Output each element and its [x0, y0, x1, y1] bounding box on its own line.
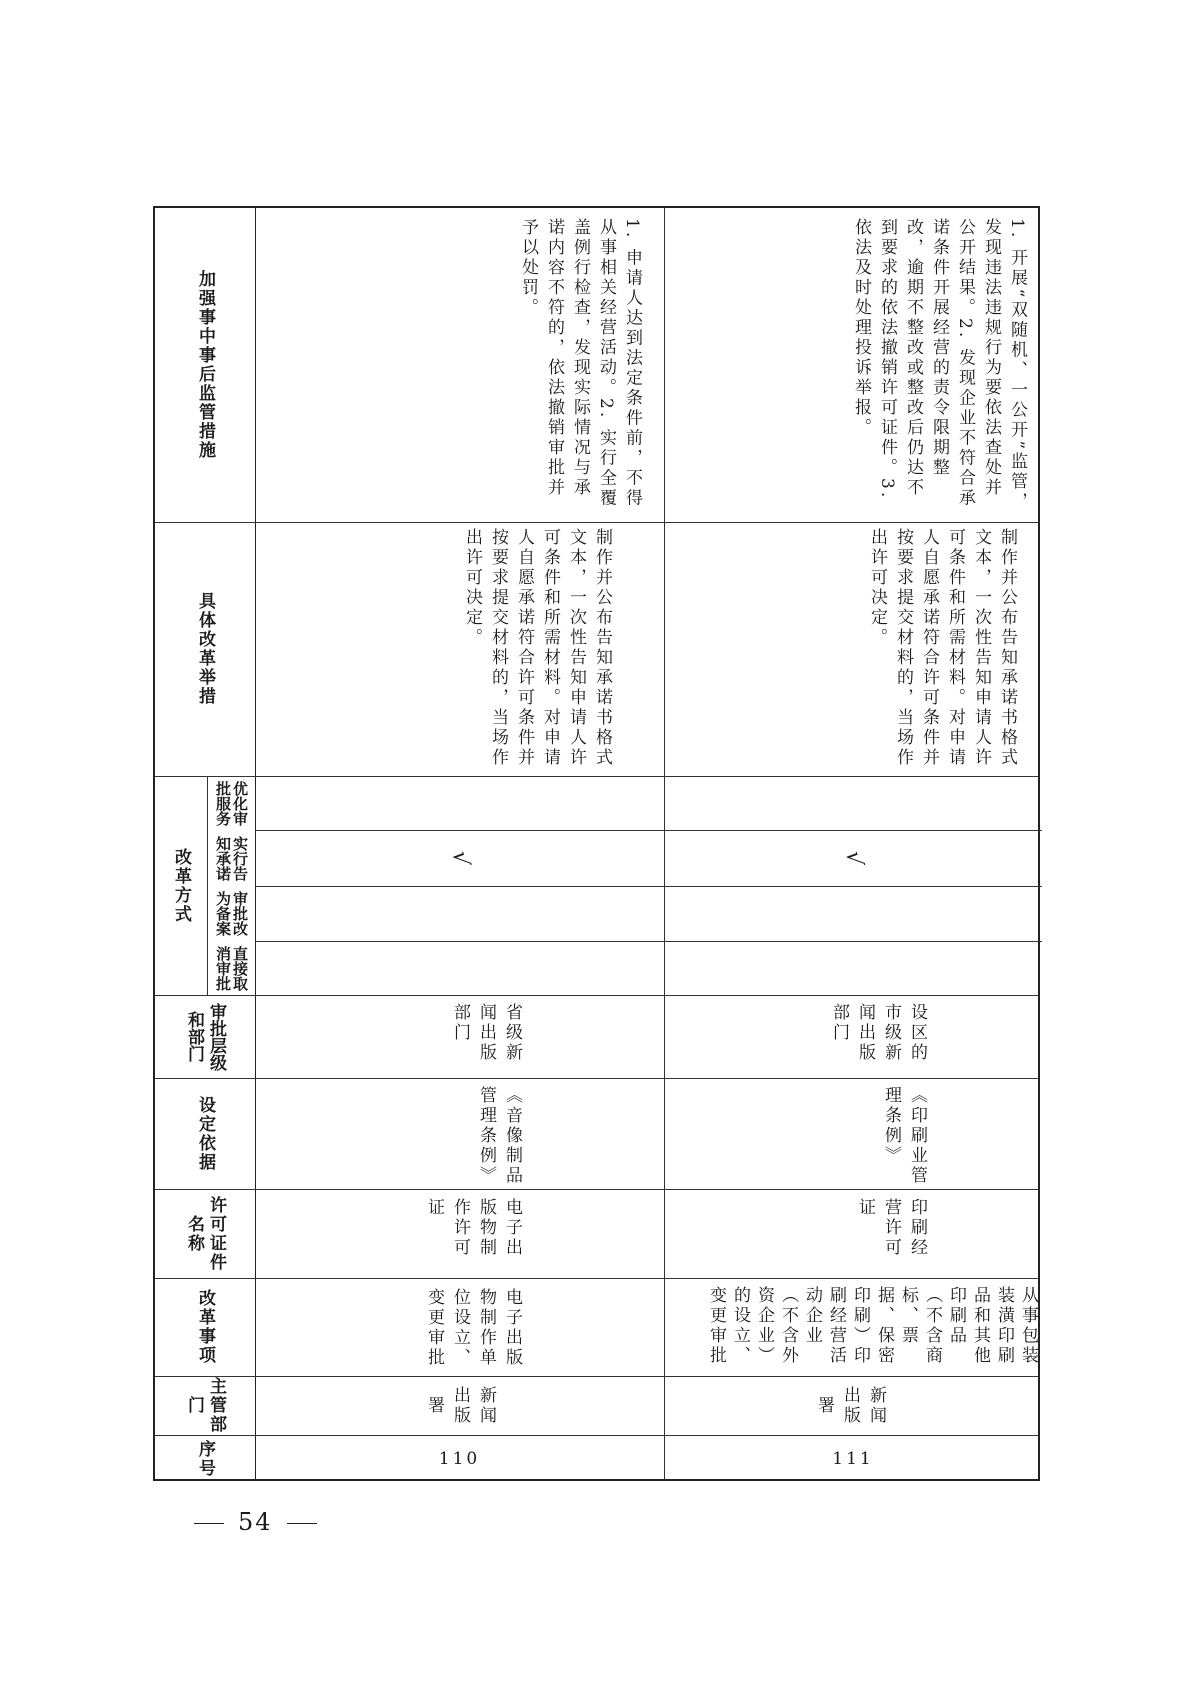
header-item: 改革事项 [195, 1289, 215, 1365]
row-110-measures: 制作并公布告知承诺书格式文本，一次性告知申请人许可条件和所需材料。对申请人自愿承诺符合许可条件并按要求提交材料的，当场作出许可决定。 [462, 528, 612, 768]
footer-dash-right [287, 1523, 317, 1524]
header-supervision: 加强事中事后监管措施 [195, 270, 215, 460]
row-110-level: 省级新闻出版部门 [450, 1003, 522, 1063]
row-110-notify-check: √ [447, 850, 473, 866]
row-111-item: 从事包装装潢印刷品和其他印刷品（不含商标、票据、保密印刷）印刷经营活动企业（不含外资企业）的设立、变更审批 [706, 1286, 1038, 1366]
row-111-seq: 111 [832, 1449, 874, 1469]
row-111-basis: 《印刷业管理条例》 [881, 1086, 927, 1186]
row-111-license: 印刷经营许可证 [855, 1198, 927, 1258]
header-mode-group: 改革方式 [171, 847, 191, 924]
row-111-measures: 制作并公布告知承诺书格式文本，一次性告知申请人许可条件和所需材料。对申请人自愿承诺符合许可条件并按要求提交材料的，当场作出许可决定。 [867, 528, 1017, 768]
header-seq: 序号 [195, 1440, 215, 1478]
footer-dash-left [194, 1523, 224, 1524]
row-110-supervision: 1. 申请人达到法定条件前，不得从事相关经营活动。2. 实行全覆盖例行检查，发现实际情况与承诺内容不符的，依法撤销审批并予以处罚。 [518, 218, 642, 509]
reform-table [153, 206, 1040, 1481]
row-110-seq: 110 [438, 1449, 481, 1469]
header-mode-optimize: 优化审批服务 [214, 780, 249, 826]
row-110-dept: 新闻出版署 [424, 1385, 496, 1426]
header-mode-cancel: 直接取消审批 [214, 945, 249, 991]
row-110-license: 电子出版物制作许可证 [424, 1198, 522, 1258]
row-111-dept: 新闻出版署 [814, 1385, 886, 1426]
header-mode-notify: 实行告知承诺 [214, 835, 249, 881]
header-mode-record: 审批改为备案 [214, 891, 249, 936]
row-110-basis: 《音像制品管理条例》 [476, 1086, 522, 1186]
page-number: 54 [238, 1508, 273, 1536]
header-license: 许可证件名称 [184, 1195, 226, 1272]
header-measures: 具体改革举措 [195, 592, 215, 706]
header-basis: 设定依据 [195, 1095, 215, 1172]
row-111-supervision: 1. 开展“双随机、一公开”监管，发现违法违规行为要依法查处并公开结果。2. 发现企业不符合承诺条件开展经营的责令限期整改，逾期不整改或整改后仍达不到要求的依法撤销许可证件。3. 依法及时处理投诉举报。 [851, 218, 1027, 513]
header-dept: 主管部门 [184, 1377, 226, 1434]
header-level: 审批层级和部门 [184, 1002, 226, 1071]
row-111-level: 设区的市级新闻出版部门 [829, 1003, 927, 1063]
row-111-notify-check: √ [841, 850, 866, 866]
row-110-item: 电子出版物制作单位设立、变更审批 [424, 1288, 522, 1368]
page-footer [180, 1508, 331, 1536]
